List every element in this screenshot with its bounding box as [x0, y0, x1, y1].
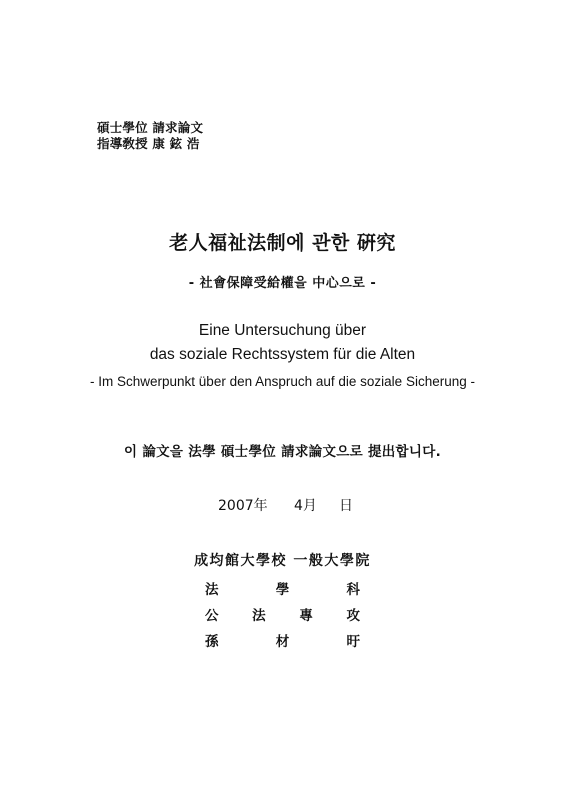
author-name	[205, 630, 360, 650]
author-char: 材	[275, 634, 290, 650]
thesis-subtitle-korean: - 社會保障受給權을 中心으로 -	[188, 276, 377, 291]
major-char: 法	[252, 608, 266, 624]
major-char: 公	[205, 608, 219, 624]
department	[205, 578, 360, 598]
date-month: 4月	[294, 498, 317, 514]
submission-statement: 이 論文을 法學 碩士學位 請求論文으로 提出합니다.	[123, 444, 441, 460]
date-year: 2007年	[218, 498, 268, 514]
advisor-line: 指導敎授 康 鉉 浩	[97, 136, 200, 151]
department-char: 法	[205, 582, 219, 598]
date-day: 日	[339, 498, 353, 514]
major	[205, 604, 360, 624]
thesis-title-german-line2: das soziale Rechtssystem für die Alten	[149, 346, 416, 363]
department-char: 科	[346, 582, 360, 598]
submission-date	[0, 495, 565, 515]
thesis-title-korean: 老人福祉法制에 관한 硏究	[169, 232, 396, 254]
author-char: 孫	[205, 634, 219, 650]
thesis-subtitle-german: - Im Schwerpunkt über den Anspruch auf die soziale Sicherung -	[90, 374, 475, 389]
thesis-title-german-line1: Eine Untersuchung über	[198, 322, 367, 339]
major-char: 攻	[346, 608, 360, 624]
department-char: 學	[275, 582, 290, 598]
major-char: 專	[299, 608, 313, 624]
degree-line: 碩士學位 請求論文	[97, 120, 204, 135]
university-name: 成均館大學校 一般大學院	[194, 553, 371, 569]
author-char: 旴	[346, 634, 360, 650]
